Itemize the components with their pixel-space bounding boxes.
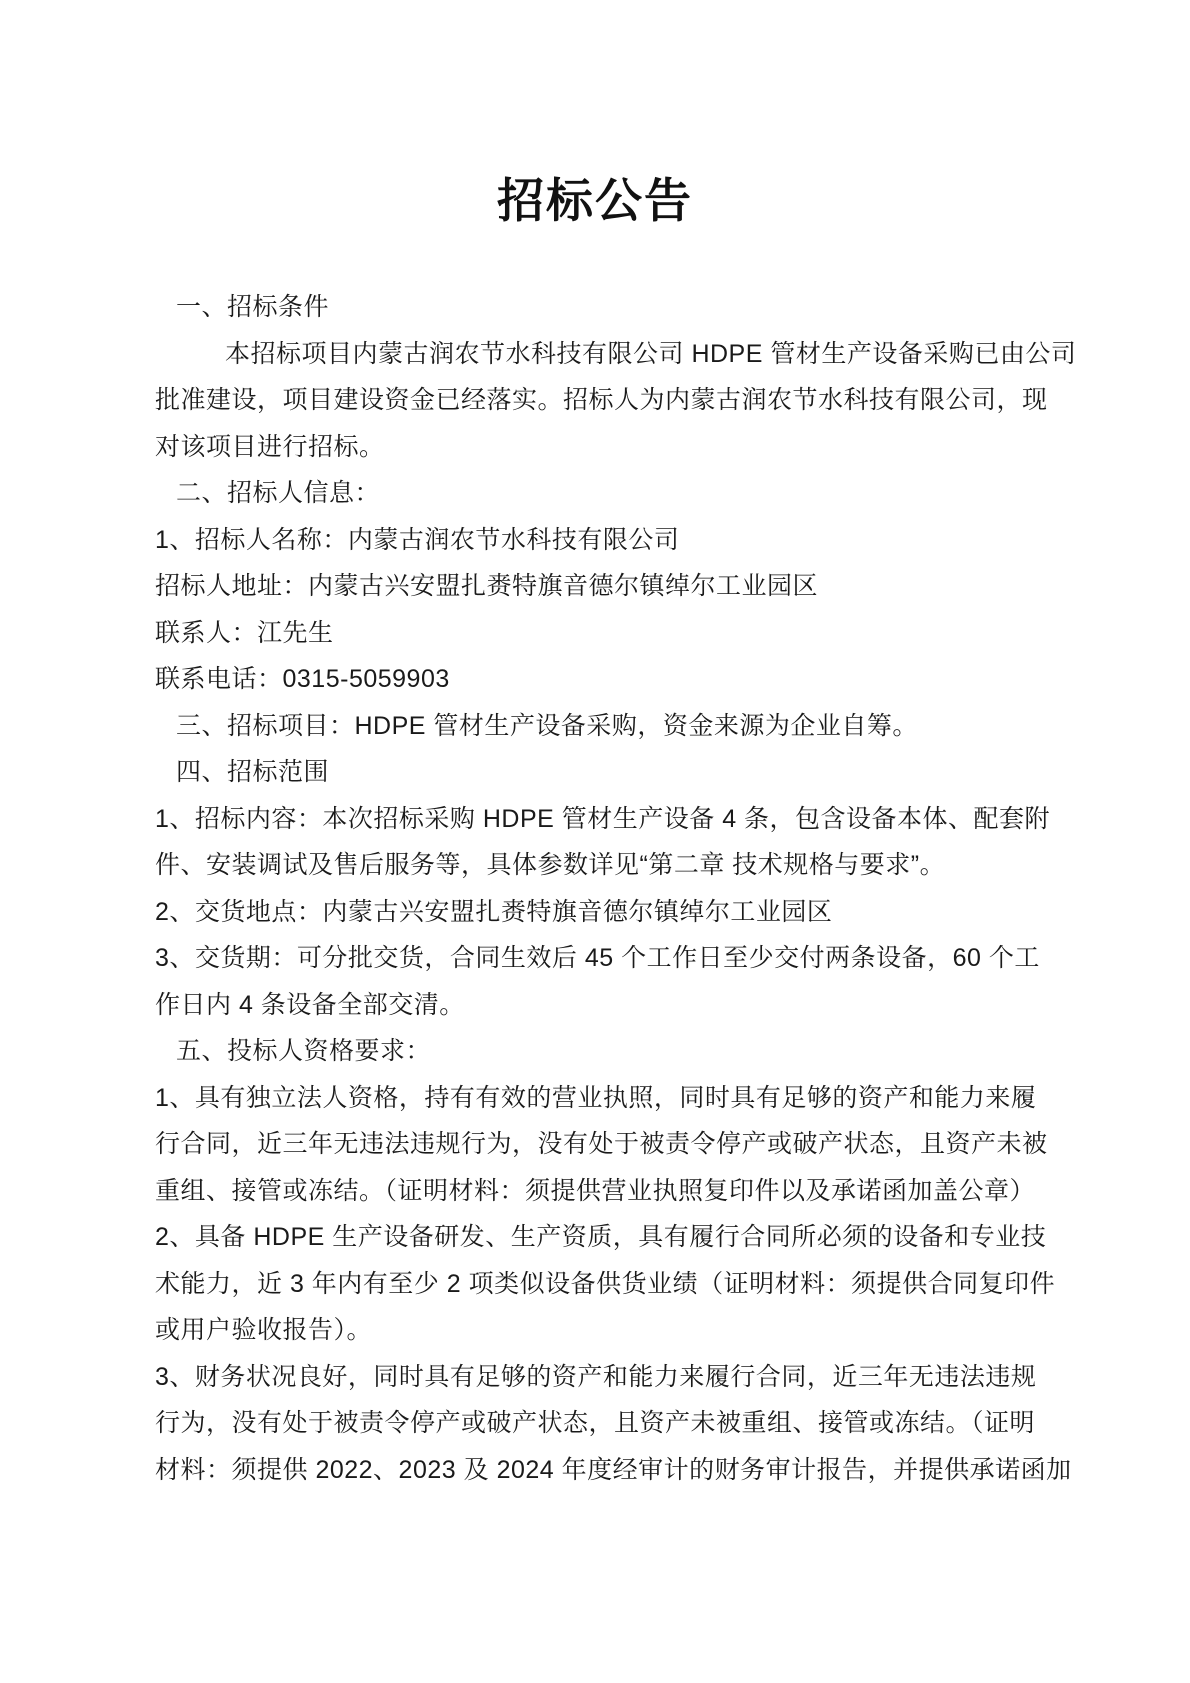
document-title: 招标公告	[497, 176, 693, 228]
document-line: 2、交货地点：内蒙古兴安盟扎赉特旗音德尔镇绰尔工业园区	[155, 897, 833, 926]
document-line: 对该项目进行招标。	[155, 432, 385, 461]
document-line: 件、安装调试及售后服务等，具体参数详见“第二章 技术规格与要求”。	[155, 851, 946, 879]
document-line: 招标人地址：内蒙古兴安盟扎赉特旗音德尔镇绰尔工业园区	[155, 572, 819, 600]
document-line: 三、招标项目：HDPE 管材生产设备采购，资金来源为企业自筹。	[176, 711, 918, 740]
document-line: 1、具有独立法人资格，持有有效的营业执照，同时具有足够的资产和能力来履	[155, 1083, 1037, 1112]
document-line: 或用户验收报告）。	[155, 1316, 373, 1344]
document-line: 一、招标条件	[176, 293, 330, 321]
document-line: 本招标项目内蒙古润农节水科技有限公司 HDPE 管材生产设备采购已由公司	[225, 339, 1077, 368]
document-line: 3、财务状况良好，同时具有足够的资产和能力来履行合同，近三年无违法违规	[155, 1362, 1037, 1391]
document-line: 联系人：江先生	[155, 618, 334, 647]
document-line: 二、招标人信息：	[176, 479, 381, 507]
document-line: 作日内 4 条设备全部交清。	[155, 990, 465, 1019]
document-line: 行为，没有处于被责令停产或破产状态，且资产未被重组、接管或冻结。（证明	[155, 1409, 1036, 1437]
document-line: 五、投标人资格要求：	[176, 1037, 432, 1065]
document-line: 联系电话：0315-5059903	[155, 665, 450, 693]
document-line: 1、招标内容：本次招标采购 HDPE 管材生产设备 4 条，包含设备本体、配套附	[155, 804, 1051, 833]
document-line: 材料：须提供 2022、2023 及 2024 年度经审计的财务审计报告，并提供承诺函加	[155, 1455, 1072, 1484]
document-line: 术能力，近 3 年内有至少 2 项类似设备供货业绩（证明材料：须提供合同复印件	[155, 1269, 1056, 1298]
document-line: 2、具备 HDPE 生产设备研发、生产资质，具有履行合同所必须的设备和专业技	[155, 1223, 1047, 1251]
document-line: 四、招标范围	[176, 758, 330, 786]
document-body	[155, 284, 1077, 1493]
document-line: 行合同，近三年无违法违规行为，没有处于被责令停产或破产状态，且资产未被	[155, 1130, 1048, 1158]
document-line: 批准建设，项目建设资金已经落实。招标人为内蒙古润农节水科技有限公司，现	[155, 386, 1048, 414]
document-line: 1、招标人名称：内蒙古润农节水科技有限公司	[155, 525, 680, 554]
document-line: 3、交货期：可分批交货，合同生效后 45 个工作日至少交付两条设备，60 个工	[155, 944, 1040, 972]
document-line: 重组、接管或冻结。（证明材料：须提供营业执照复印件以及承诺函加盖公章）	[155, 1176, 1036, 1205]
